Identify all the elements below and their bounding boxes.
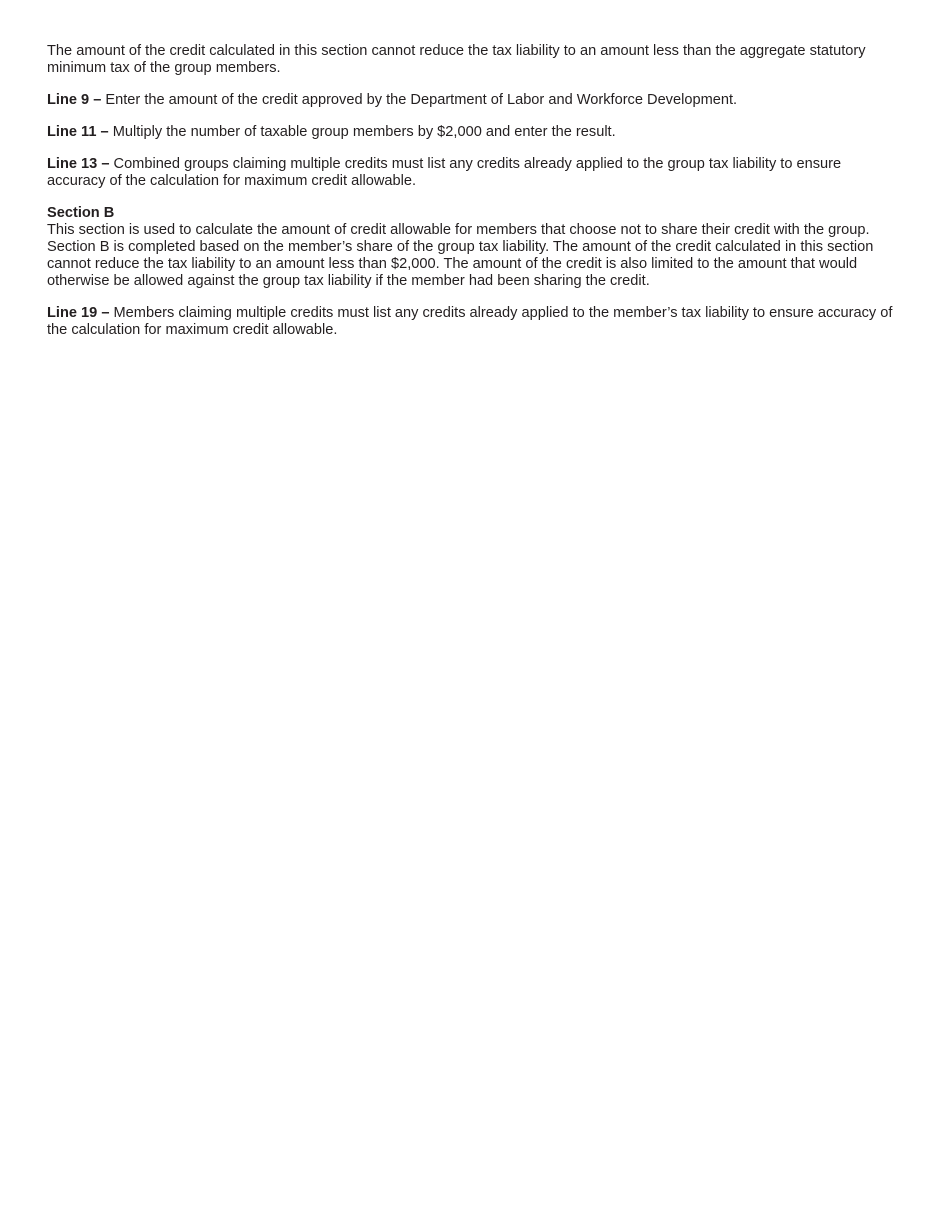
section-b-heading: Section B (47, 205, 115, 221)
line-11-paragraph (47, 124, 903, 141)
line-9-paragraph (47, 92, 903, 109)
line-11-text: Multiply the number of taxable group members by $2,000 and enter the result. (108, 124, 616, 140)
line-13-label: Line 13 – (47, 156, 110, 172)
line-13-paragraph (47, 156, 903, 190)
line-9-label: Line 9 – (47, 92, 102, 108)
line-11-label: Line 11 – (47, 124, 109, 140)
section-b-paragraph: This section is used to calculate the amount of credit allowable for members that choose not to share their credit with the group. Section B is completed based on the member’s share of the group tax liability. The amount of the credit calculated in this section cannot reduce the tax liability to an amount less than $2,000. The amount of the credit is also limited to the amount that would otherwise be allowed against the group tax liability if the member had been sharing the credit. (47, 222, 874, 289)
intro-paragraph: The amount of the credit calculated in this section cannot reduce the tax liability to an amount less than the aggregate statutory minimum tax of the group members. (47, 43, 866, 76)
line-19-paragraph (47, 305, 903, 339)
line-19-label: Line 19 – (47, 305, 110, 321)
line-19-text: Members claiming multiple credits must list any credits already applied to the member’s tax liability to ensure accuracy of the calculation for maximum credit allowable. (47, 305, 893, 338)
document-page (47, 43, 903, 354)
line-13-text: Combined groups claiming multiple credits must list any credits already applied to the group tax liability to ensure accuracy of the calculation for maximum credit allowable. (47, 156, 842, 189)
line-9-text: Enter the amount of the credit approved by the Department of Labor and Workforce Development. (101, 92, 738, 108)
